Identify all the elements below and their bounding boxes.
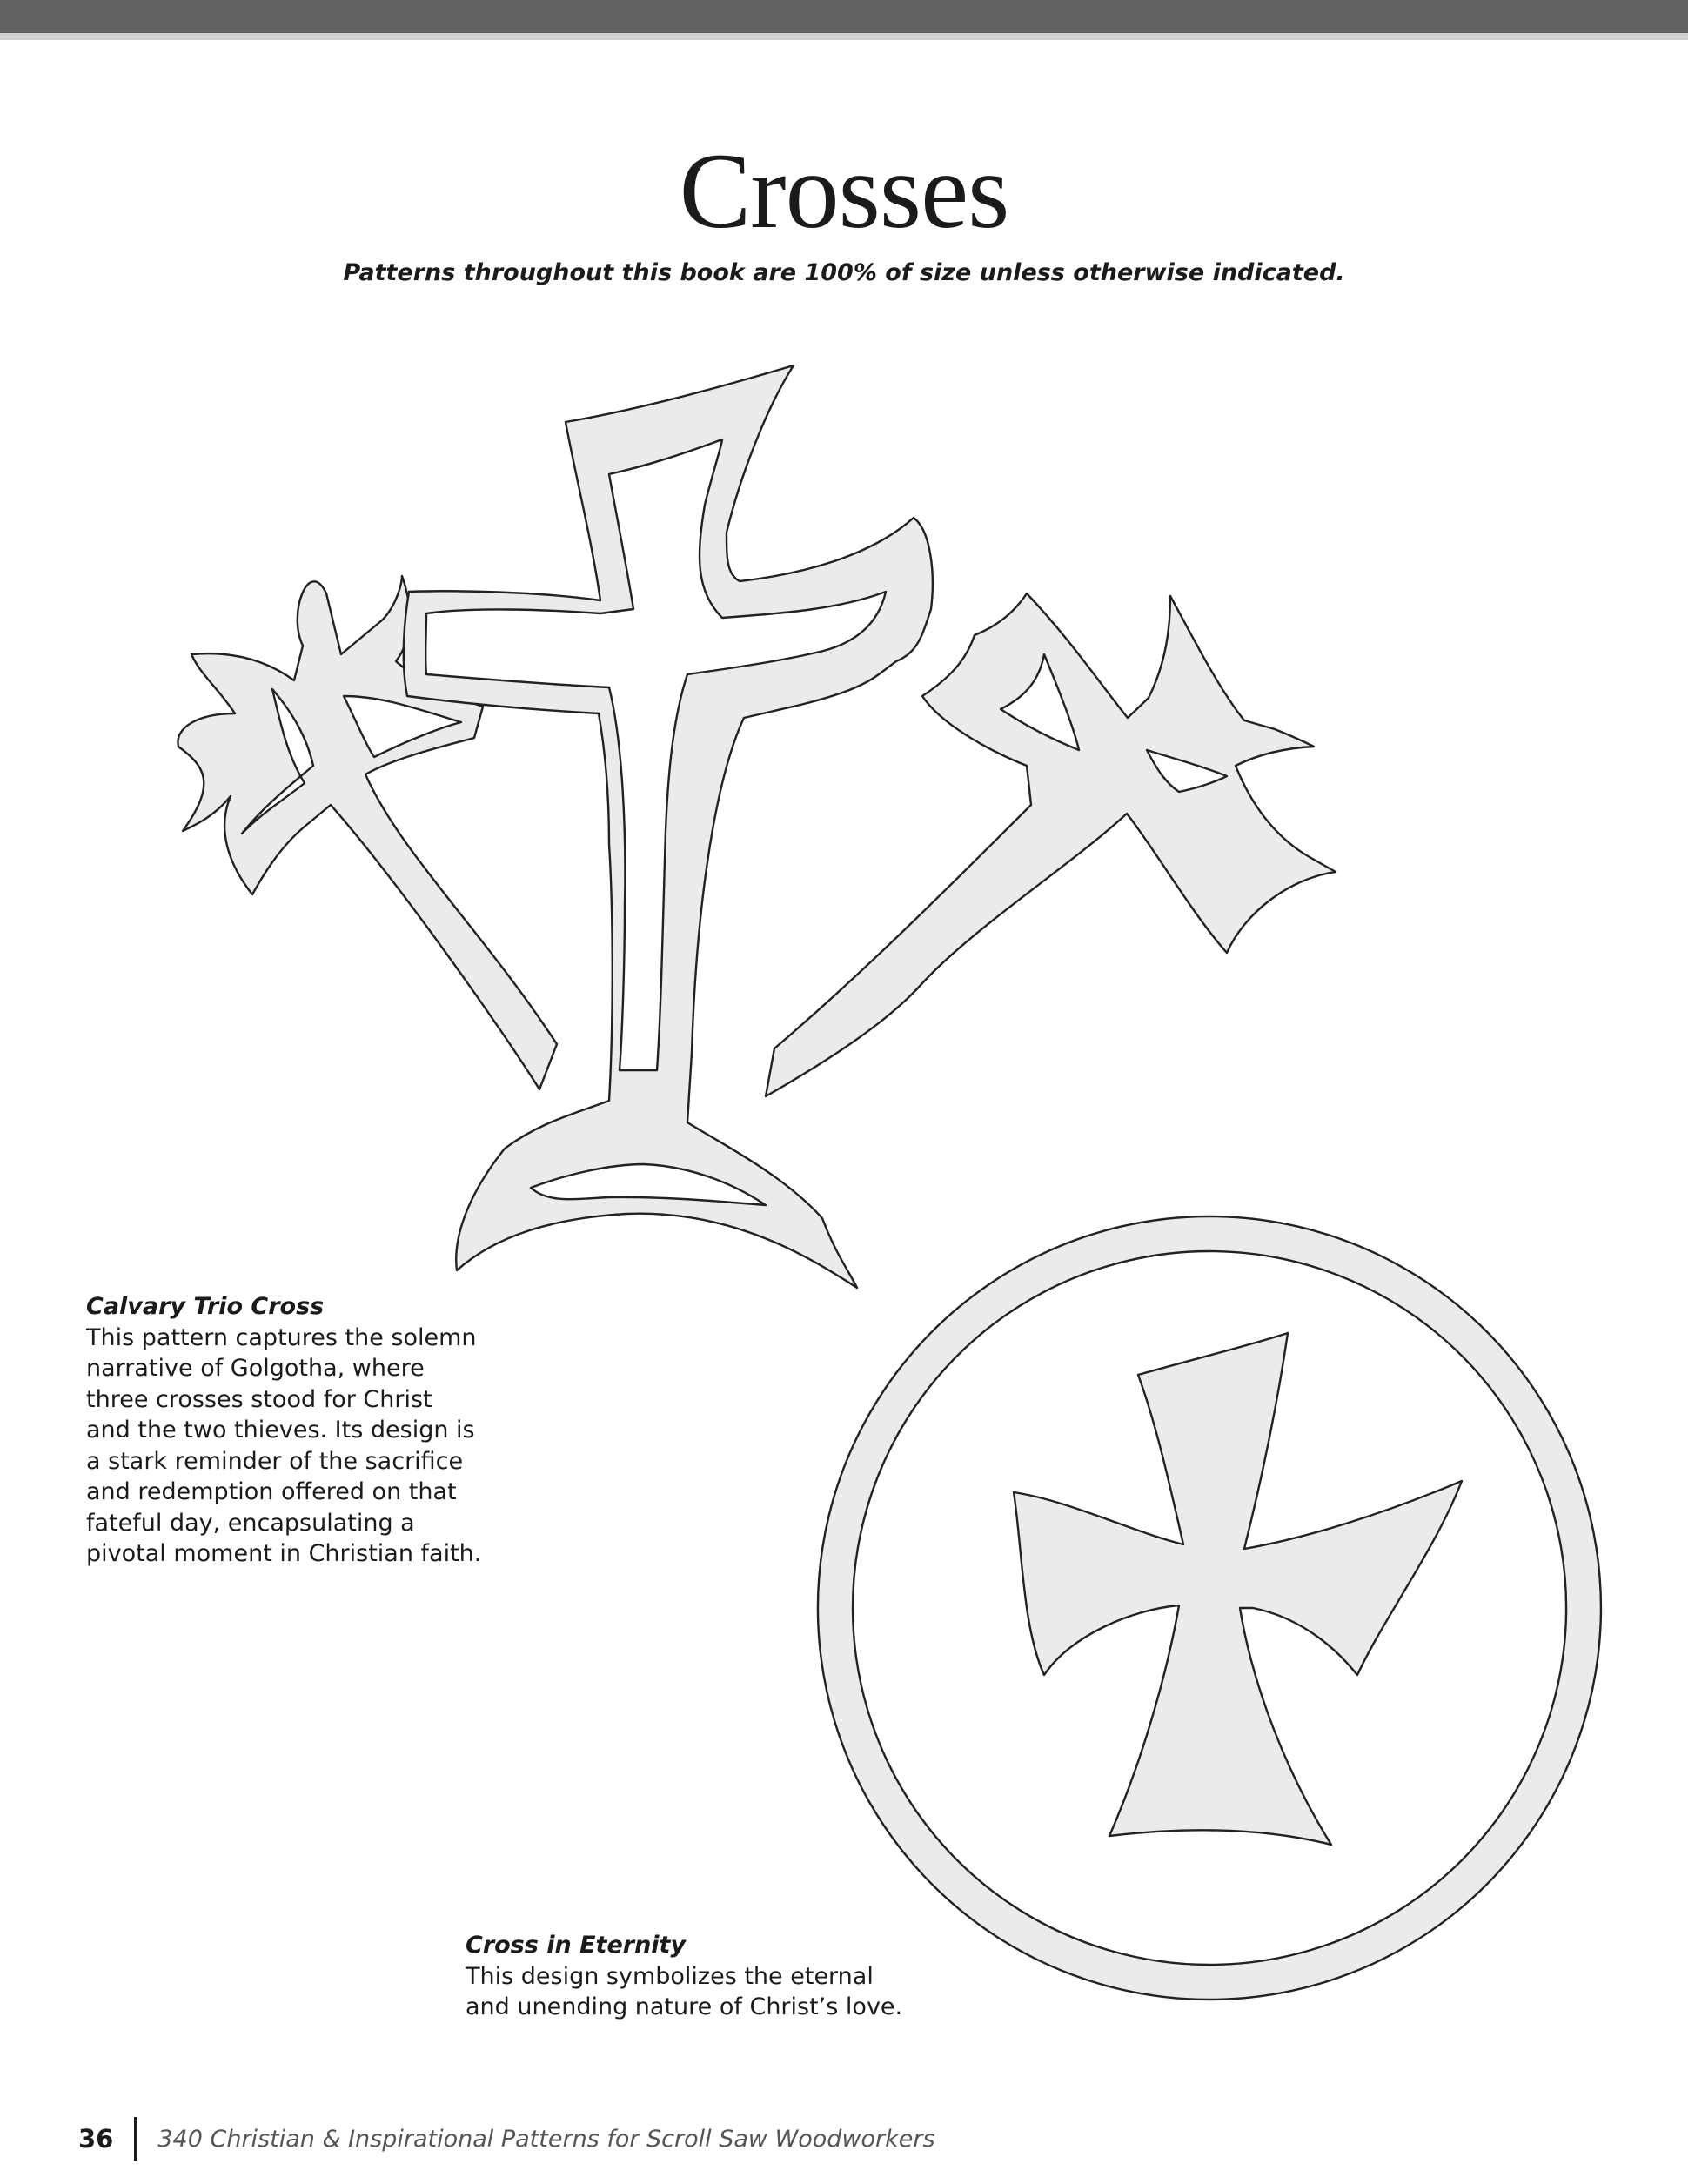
center-cross-shape	[404, 365, 933, 1288]
cross-in-eternity-title: Cross in Eternity	[466, 1932, 687, 1959]
cross-in-eternity-description: This design symbolizes the eternal and unending nature of Christ’s love.	[466, 1962, 903, 2020]
eternity-cross	[1014, 1333, 1462, 1845]
calvary-trio-caption	[86, 1291, 521, 1570]
cross-in-eternity-pattern	[818, 1216, 1601, 2000]
page-subtitle: Patterns throughout this book are 100% of size unless otherwise indicated.	[343, 259, 1345, 286]
page-footer	[78, 2116, 935, 2161]
book-title: 340 Christian & Inspirational Patterns for Scroll Saw Woodworkers	[157, 2125, 935, 2153]
calvary-trio-description: This pattern captures the solemn narrative of Golgotha, where three crosses stood for Christ and the two thieves. Its design is a stark reminder of the sacrifice and redemption offered on that fateful day, encapsulating a pivotal moment in Christian faith.	[86, 1323, 482, 1567]
page-number: 36	[78, 2124, 114, 2154]
cross-in-eternity-caption	[466, 1930, 953, 2023]
page-title: Crosses	[679, 131, 1009, 251]
footer-divider	[134, 2117, 137, 2161]
calvary-trio-title: Calvary Trio Cross	[86, 1293, 325, 1320]
calvary-trio-cross-pattern	[178, 365, 1336, 1288]
left-cross-shape	[178, 576, 557, 1089]
